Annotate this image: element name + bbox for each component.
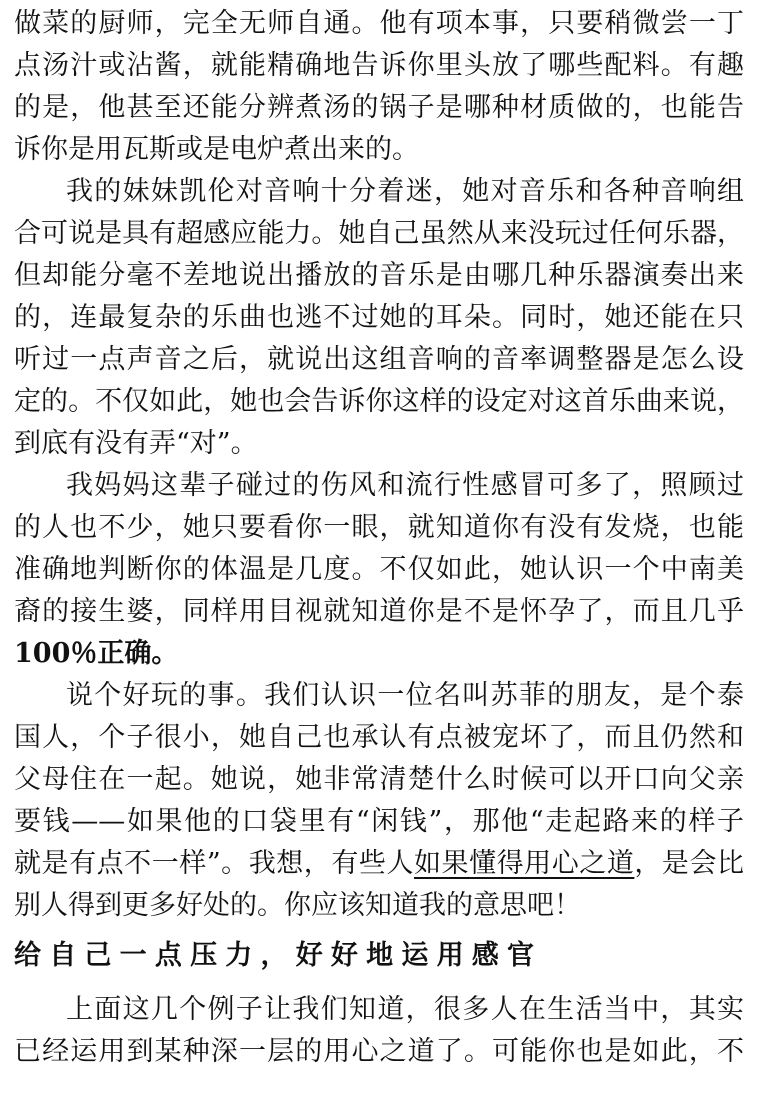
text-line: 的人也不少，她只要看你一眼，就知道你有没有发烧，也能 <box>14 512 744 543</box>
text-line: 到底有没有弄“对”。 <box>14 428 258 459</box>
text-line-underlined <box>14 846 744 882</box>
text-line: 诉你是用瓦斯或是电炉煮出来的。 <box>14 134 419 165</box>
text-line: 合可说是具有超感应能力。她自己虽然从来没玩过任何乐器， <box>14 218 744 249</box>
text-line: 定的。不仅如此，她也会告诉你这样的设定对这首乐曲来说， <box>14 386 744 417</box>
text-line: 的是，他甚至还能分辨煮汤的锅子是哪种材质做的，也能告 <box>14 92 744 123</box>
text-line: 说个好玩的事。我们认识一位名叫苏菲的朋友，是个泰 <box>66 680 744 711</box>
section-heading: 给自己一点压力，好好地运用感官 <box>14 940 534 971</box>
underlined-phrase: 如果懂得用心之道 <box>414 848 635 879</box>
text-line: 做菜的厨师，完全无师自通。他有项本事，只要稍微尝一丁 <box>14 8 744 39</box>
text-line: 我妈妈这辈子碰过的伤风和流行性感冒可多了，照顾过 <box>66 470 744 501</box>
text-line: 上面这几个例子让我们知道，很多人在生活当中，其实 <box>66 994 744 1025</box>
text-line: 100％正确。 <box>14 638 179 669</box>
text-line: 我的妹妹凯伦对音响十分着迷，她对音乐和各种音响组 <box>66 176 744 207</box>
text-line: 但却能分毫不差地说出播放的音乐是由哪几种乐器演奏出来 <box>14 260 744 291</box>
text-line: 别人得到更多好处的。你应该知道我的意思吧！ <box>14 890 581 921</box>
text-before-underline: 就是有点不一样”。我想，有些人 <box>14 848 414 879</box>
text-line: 的，连最复杂的乐曲也逃不过她的耳朵。同时，她还能在只 <box>14 302 744 333</box>
text-line: 已经运用到某种深一层的用心之道了。可能你也是如此，不 <box>14 1036 744 1067</box>
text-line: 准确地判断你的体温是几度。不仅如此，她认识一个中南美 <box>14 554 744 585</box>
text-line: 听过一点声音之后，就说出这组音响的音率调整器是怎么设 <box>14 344 744 375</box>
text-after-underline: ，是会比 <box>634 848 744 879</box>
text-line: 裔的接生婆，同样用目视就知道你是不是怀孕了，而且几乎 <box>14 596 744 627</box>
text-line: 点汤汁或沾酱，就能精确地告诉你里头放了哪些配料。有趣 <box>14 50 744 81</box>
text-line: 国人，个子很小，她自己也承认有点被宠坏了，而且仍然和 <box>14 722 744 753</box>
text-line: 要钱——如果他的口袋里有“闲钱”，那他“走起路来的样子 <box>14 806 744 837</box>
text-line: 父母住在一起。她说，她非常清楚什么时候可以开口向父亲 <box>14 764 744 795</box>
